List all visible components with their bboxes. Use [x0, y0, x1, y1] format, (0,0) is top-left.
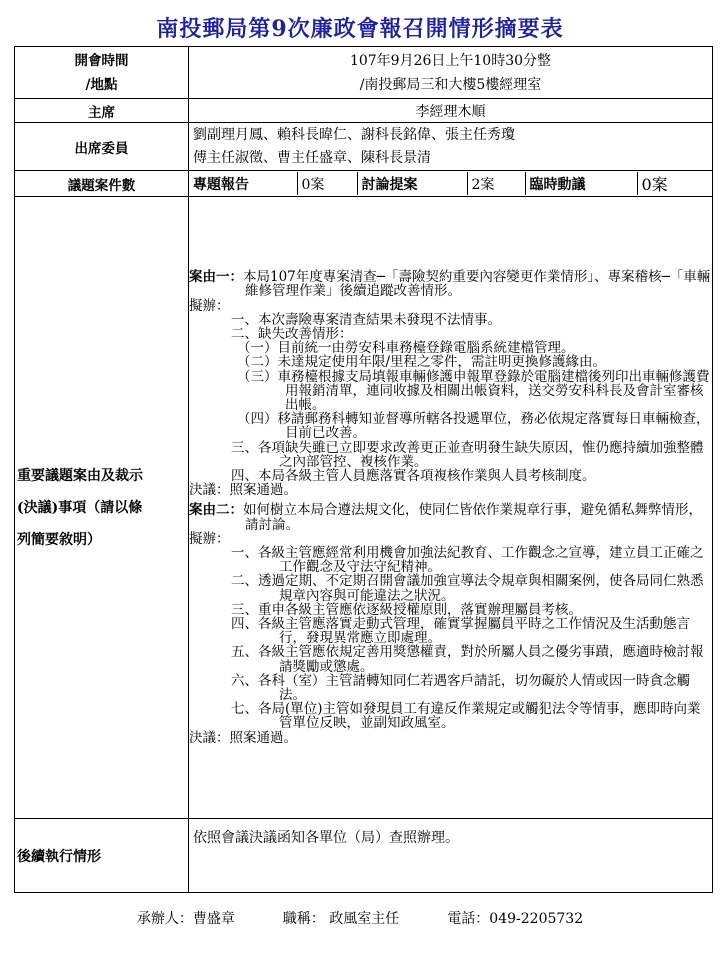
attendees-label: 出席委員	[15, 123, 189, 171]
case1-item3: 三、各項缺失雖已立即要求改善更正並查明發生缺失原因，惟仍應持續加強整體之內部管控、複核作業。	[231, 439, 704, 470]
cases-label: 議題案件數	[15, 171, 189, 197]
case2-item2: 二、透過定期、不定期召開會議加強宣導法令規章與相關案例，使各局同仁熟悉規章內容與可能違法之狀況。	[231, 573, 704, 604]
meeting-place-label: /地點	[85, 76, 118, 93]
meeting-time-label-cell	[15, 47, 189, 99]
case2-item6: 六、各科（室）主管請轉知同仁若遇客戶請託，切勿礙於人情或因一時貪念觸法。	[231, 672, 690, 704]
summary-table	[14, 46, 713, 893]
case1-resolution: 決議：照案通過。	[189, 482, 297, 499]
issues-label-2: (決議)事項（請以條	[17, 499, 143, 516]
followup-label: 後續執行情形	[15, 819, 189, 893]
footer-phone: 電話：049-2205732	[447, 911, 584, 927]
discussion-count: 2案	[467, 172, 525, 195]
case2-plan-label: 擬辦：	[189, 530, 230, 547]
case1-sub4: （四）移請郵務科轉知並督導所轄各投遞單位，務必依規定落實每日車輛檢查，目前已改善。	[237, 411, 710, 442]
cases-inner-table	[189, 172, 713, 195]
footer-handler: 承辦人：曹盛章	[136, 911, 235, 927]
meeting-time-value: 107年9月26日上午10時30分整	[349, 52, 552, 69]
issues-label-3: 列簡要敘明）	[17, 531, 101, 548]
issues-label-1: 重要議題案由及裁示	[17, 467, 143, 484]
cases-row	[15, 171, 713, 197]
issues-label-cell	[15, 197, 189, 819]
discussion-label: 討論提案	[357, 172, 467, 195]
meeting-place-value: /南投郵局三和大樓5樓經理室	[359, 76, 542, 93]
extempore-label: 臨時動議	[525, 172, 637, 195]
attendees-line-1: 劉副理月鳳、賴科長暐仁、謝科長銘偉、張主任秀瓊	[193, 126, 515, 143]
special-report-count: 0案	[297, 172, 357, 195]
attendees-row	[15, 123, 713, 171]
meeting-time-value-cell	[189, 47, 713, 99]
case2-paragraph	[189, 503, 712, 531]
case1-sub2: （二）未達規定使用年限/里程之零件，需註明更換修護緣由。	[237, 354, 607, 371]
chair-label: 主席	[15, 99, 189, 123]
followup-row	[15, 819, 713, 893]
followup-value: 依照會議決議函知各單位（局）查照辦理。	[189, 819, 713, 893]
case1-text: 本局107年度專案清查─「壽險契約重要內容變更作業情形」、專案稽核─「車輛維修管理作業」後續追蹤改善情形。	[243, 269, 711, 300]
special-report-label: 專題報告	[189, 172, 297, 195]
case2-item1: 一、各級主管應經常利用機會加強法紀教育、工作觀念之宣導，建立員工正確之工作觀念及守法守紀精神。	[231, 545, 704, 576]
issues-content	[189, 197, 713, 819]
case1-head: 案由一：	[189, 269, 243, 286]
footer-position: 職稱： 政風室主任	[282, 911, 400, 927]
extempore-count: 0案	[641, 175, 668, 194]
case1-item4: 四、本局各級主管人員應落實各項複核作業與人員考核制度。	[231, 467, 596, 484]
case2-item4: 四、各級主管應落實走動式管理，確實掌握屬員平時之工作情況及生活動態言行，發現異常應立即處理。	[231, 616, 690, 647]
page-title: 南投郵局第9次廉政會報召開情形摘要表	[156, 16, 564, 42]
case2-text: 如何樹立本局合遵法規文化，使同仁皆依作業規章行事，避免循私舞弊情形，請討論。	[243, 502, 702, 533]
case2-head: 案由二：	[189, 502, 243, 519]
case1-sub3: （三）車務檯根據支局填報車輛修護申報單登錄於電腦建檔後列印出車輛修護費用報銷清單，連同收據及相關出帳資料，送交勞安科科長及會計室審核出帳。	[237, 368, 710, 413]
cases-value-cell	[189, 171, 713, 197]
case1-paragraph	[189, 270, 712, 298]
issues-row	[15, 197, 713, 819]
case2-item3: 三、重申各級主管應依逐級授權原則，落實辦理屬員考核。	[231, 601, 582, 618]
footer	[0, 908, 720, 928]
case2-resolution: 決議：照案通過。	[189, 729, 297, 746]
chair-row	[15, 99, 713, 123]
case1-item2: 二、缺失改善情形：	[231, 325, 353, 342]
meeting-time-row	[15, 47, 713, 99]
case1-plan-label: 擬辦：	[189, 297, 230, 314]
case1-sub1: （一）目前統一由勞安科車務檯登錄電腦系統建檔管理。	[237, 340, 575, 357]
case2-item7: 七、各局(單位)主管如發現員工有違反作業規定或觸犯法令等情事，應即時向業管單位反映，並副知政風室。	[231, 701, 701, 732]
attendees-line-2: 傅主任淑徵、曹主任盛章、陳科長景清	[193, 149, 431, 166]
case1-item1: 一、本次壽險專案清查結果未發現不法情事。	[231, 311, 501, 328]
meeting-time-label: 開會時間	[74, 52, 129, 69]
chair-value: 李經理木順	[189, 99, 713, 123]
attendees-value-cell	[189, 123, 713, 171]
case2-item5: 五、各級主管應依規定善用獎懲權責，對於所屬人員之優劣事蹟，應適時檢討報請獎勵或懲處。	[231, 644, 704, 675]
